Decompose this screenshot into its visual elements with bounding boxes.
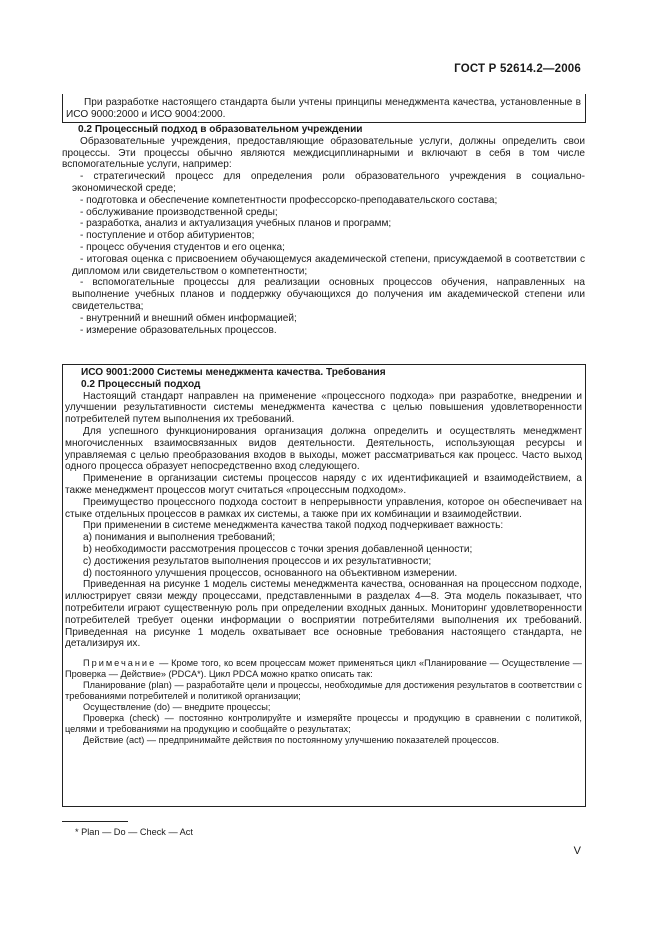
note-item: Осуществление (do) — внедрите процессы; <box>83 702 271 713</box>
section-intro: Образовательные учреждения, предоставляющие образовательные услуги, должны определить свои процессы. Эти процессы обычно являются междисциплинарными и включают в себя в том числе вспомогательные услуги, например: <box>62 135 585 171</box>
list-item: - процесс обучения студентов и его оценка; <box>80 241 285 253</box>
iso-box-content <box>62 367 585 746</box>
section-content <box>62 124 585 336</box>
iso-title: ИСО 9001:2000 Системы менеджмента качества. Требования <box>81 367 386 378</box>
list-item: - разработка, анализ и актуализация учебных планов и программ; <box>80 218 392 230</box>
list-item: - стратегический процесс для определения роли образовательного учреждения в социально-экономической среде; <box>72 171 585 194</box>
section-heading: 0.2 Процессный подход в образовательном учреждении <box>78 124 363 135</box>
note-text: — Кроме того, ко всем процессам может применяться цикл «Планирование — Осуществление — Проверка — Действие» (PDCA*). Цикл PDCA можно кратко описать так: <box>65 658 582 680</box>
iso-list-item: c) достижения результатов выполнения процессов и их результативности; <box>83 555 432 567</box>
list-item: - подготовка и обеспечение компетентности профессорско-преподавательского состава; <box>80 194 498 206</box>
iso-paragraph: Применение в организации системы процессов наряду с их идентификацией и взаимодействием, а также менеджмент процессов могут считаться «процессным подходом». <box>65 473 582 496</box>
list-item: - вспомогательные процессы для реализации основных процессов обучения, направленных на выполнение учебных планов и поддержку обучающихся до получения им академической степени или свидетельства; <box>72 277 585 312</box>
footnote: * Plan — Do — Check — Act <box>75 827 193 837</box>
note-item: Планирование (plan) — разработайте цели и процессы, необходимые для достижения результатов в соответствии с требованиями потребителей и политикой организации; <box>65 680 582 702</box>
iso-list-item: b) необходимости рассмотрения процессов с точки зрения добавленной ценности; <box>83 543 473 555</box>
iso-paragraph: Для успешного функционирования организация должна определить и осуществлять менеджмент многочисленных взаимосвязанных видов деятельности. Деятельность, использующая ресурсы и управляемая с целью преобразования входов в выходы, может рассматриваться как процесс. Часто выход одного процесса образует непосредственно вход следующего. <box>65 425 582 473</box>
iso-subheading: 0.2 Процессный подход <box>81 378 201 390</box>
standard-number: ГОСТ Р 52614.2—2006 <box>454 63 581 75</box>
list-item: - измерение образовательных процессов. <box>80 324 277 336</box>
iso-paragraph: Настоящий стандарт направлен на применение «процессного подхода» при разработке, внедрении и улучшении результативности системы менеджмента качества с целью повышения удовлетворенности потребителей путем выполнения их требований. <box>65 390 582 426</box>
list-item: - итоговая оценка с присвоением обучающемуся академической степени, присуждаемой в соответствии с дипломом или свидетельством о компетентности; <box>72 253 585 277</box>
page-number: V <box>573 845 581 857</box>
list-item: - обслуживание производственной среды; <box>80 206 278 218</box>
list-item: - внутренний и внешний обмен информацией; <box>80 312 297 324</box>
top-box-content <box>62 97 585 121</box>
footnote-divider <box>62 821 128 822</box>
list-item: - поступление и отбор абитуриентов; <box>80 230 255 242</box>
note-item: Действие (act) — предпринимайте действия по постоянному улучшению показателей процессов. <box>83 735 500 746</box>
top-box-text: При разработке настоящего стандарта были учтены принципы менеджмента качества, установленные в ИСО 9000:2000 и ИСО 9004:2000. <box>66 97 581 120</box>
iso-list-item: a) понимания и выполнения требований; <box>83 532 276 544</box>
iso-paragraph: Преимущество процессного подхода состоит в непрерывности управления, которое он обеспечивает на стыке отдельных процессов в рамках их системы, а также при их комбинации и взаимодействии. <box>65 496 582 520</box>
iso-paragraph: При применении в системе менеджмента качества такой подход подчеркивает важность: <box>83 520 504 532</box>
note-item: Проверка (check) — постоянно контролируйте и измеряйте процессы и продукцию в сравнении с политикой, целями и требованиями на продукцию и сообщайте о результатах; <box>65 713 582 735</box>
note-label: Примечание <box>83 658 157 669</box>
iso-closing-paragraph: Приведенная на рисунке 1 модель системы менеджмента качества, основанная на процессном подходе, иллюстрирует связи между процессами, представленными в разделах 4—8. Эта модель показывает, что потребители играют существенную роль при определении входных данных. Мониторинг удовлетворенности потребителей требует оценки информации о восприятии потребителями выполнения их требований. Приведенная на рисунке 1 модель охватывает все основные требования настоящего стандарта, не детализируя их. <box>65 579 582 650</box>
iso-note <box>65 658 582 680</box>
iso-list-item: d) постоянного улучшения процессов, основанного на объективном измерении. <box>83 567 458 579</box>
